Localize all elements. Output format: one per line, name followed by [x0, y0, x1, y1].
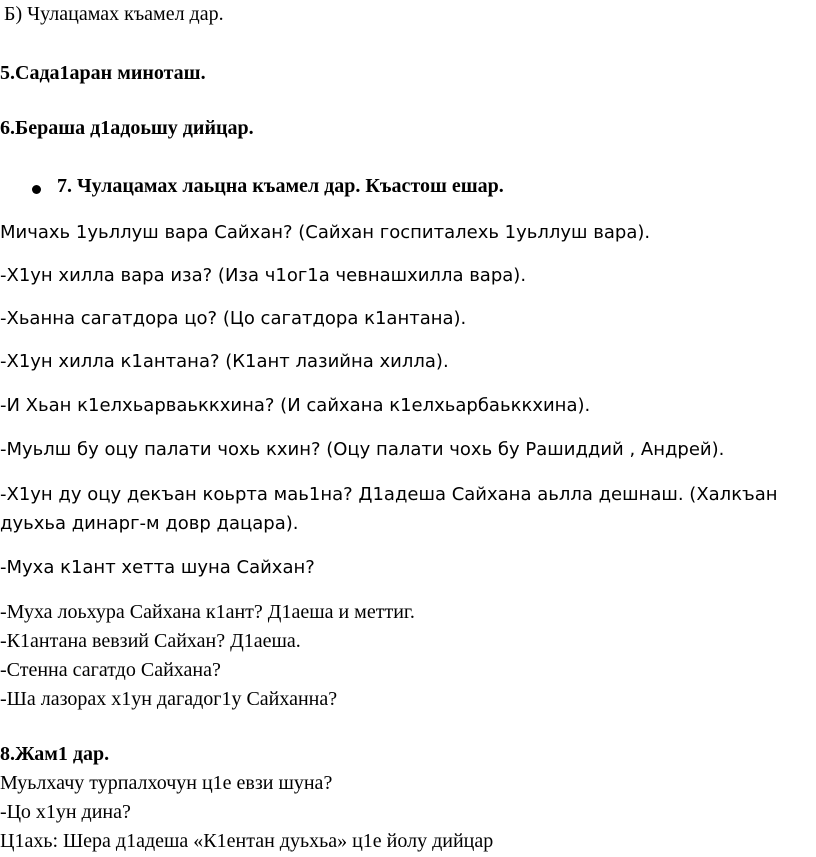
question-5: -И Хьан к1елхьарваьккхина? (И сайхана к1елхьарбаьккхина). — [0, 395, 591, 416]
variant-b-line: Б) Чулацамах къамел дар. — [4, 3, 224, 25]
question-2: -Х1ун хилла вара иза? (Иза ч1ог1а чевнашхилла вара). — [0, 265, 527, 286]
task-8-heading: 8.Жам1 дар. — [0, 743, 110, 765]
question-7-line-1: -Х1ун ду оцу декъан коьрта маь1на? Д1адеша Сайхана аьлла дешнаш. (Халкъан — [0, 484, 778, 505]
question-11: -Стенна сагатдо Сайхана? — [0, 659, 221, 681]
task-7-heading: 7. Чулацамах лаьцна къамел дар. Къастош ешар. — [57, 175, 504, 197]
question-9: -Муха лоьхура Сайхана к1ант? Д1аеша и меттиг. — [0, 601, 415, 623]
question-3: -Хьанна сагатдора цо? (Цо сагатдора к1антана). — [0, 308, 467, 329]
question-7-line-2: дуьхьа динарг-м довр дацара). — [0, 513, 299, 534]
homework-line: Ц1ахь: Шера д1адеша «К1ентан дуьхьа» ц1е йолу дийцар — [0, 830, 494, 852]
question-10: -К1антана вевзий Сайхан? Д1аеша. — [0, 630, 301, 652]
task-6-heading: 6.Бераша д1адоьшу дийцар. — [0, 117, 254, 139]
bullet-icon — [32, 185, 41, 194]
summary-question-2: -Цо х1ун дина? — [0, 801, 131, 823]
question-12: -Ша лазорах х1ун дагадог1у Сайханна? — [0, 688, 338, 710]
question-4: -Х1ун хилла к1антана? (К1ант лазийна хилла). — [0, 351, 449, 372]
summary-question-1: Муьлхачу турпалхочун ц1е евзи шуна? — [0, 772, 333, 794]
question-1: Мичахь 1уьллуш вара Сайхан? (Сайхан госпиталехь 1уьллуш вара). — [0, 222, 651, 243]
task-5-heading: 5.Сада1аран миноташ. — [0, 62, 206, 84]
question-6: -Муьлш бу оцу палати чохь кхин? (Оцу палати чохь бу Рашиддий , Андрей). — [0, 439, 725, 460]
question-8: -Муха к1ант хетта шуна Сайхан? — [0, 557, 315, 578]
